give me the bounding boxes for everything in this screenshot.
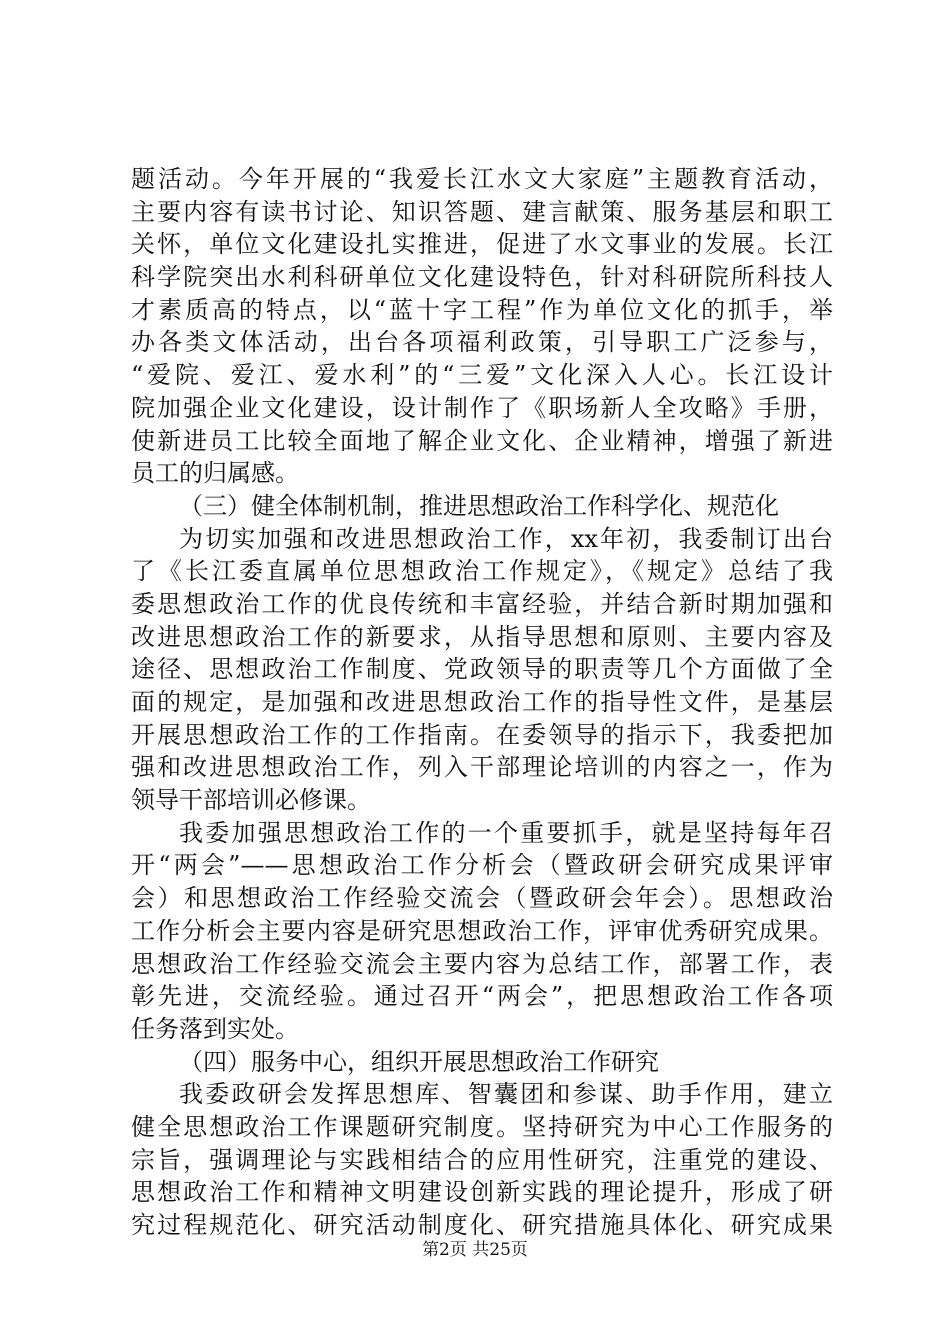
text-line: 健全思想政治工作课题研究制度。坚持研究为中心工作服务的 — [131, 1112, 833, 1141]
text-line: 强和改进思想政治工作，列入干部理论培训的内容之一，作为 — [131, 753, 833, 782]
text-line: 办各类文体活动，出台各项福利政策，引导职工广泛参与， — [131, 328, 833, 357]
text-line: 彰先进，交流经验。通过召开“两会”，把思想政治工作各项 — [131, 982, 833, 1011]
text-line: 任务落到实处。 — [131, 1014, 299, 1043]
text-line: 思想政治工作经验交流会主要内容为总结工作，部署工作，表 — [131, 949, 833, 978]
text-line: 主要内容有读书讨论、知识答题、建言献策、服务基层和职工 — [131, 197, 833, 226]
text-line: 会）和思想政治工作经验交流会（暨政研会年会）。思想政治 — [131, 884, 833, 913]
text-line: 改进思想政治工作的新要求，从指导思想和原则、主要内容及 — [131, 622, 833, 651]
text-line: 员工的归属感。 — [131, 459, 299, 488]
text-line: 领导干部培训必修课。 — [131, 786, 371, 815]
page-footer: 第2页 共25页 — [422, 1240, 528, 1260]
text-line: 面的规定，是加强和改进思想政治工作的指导性文件，是基层 — [131, 688, 833, 716]
text-line: 委思想政治工作的优良传统和丰富经验，并结合新时期加强和 — [131, 589, 833, 618]
text-line: 才素质高的特点，以“蓝十字工程”作为单位文化的抓手，举 — [131, 295, 833, 324]
text-line: 我委政研会发挥思想库、智囊团和参谋、助手作用，建立 — [179, 1080, 833, 1109]
text-line: 院加强企业文化建设，设计制作了《职场新人全攻略》手册， — [131, 393, 833, 422]
text-line: 开展思想政治工作的工作指南。在委领导的指示下，我委把加 — [131, 720, 833, 749]
text-line: 宗旨，强调理论与实践相结合的应用性研究，注重党的建设、 — [131, 1145, 833, 1174]
text-line: 工作分析会主要内容是研究思想政治工作，评审优秀研究成果。 — [131, 916, 833, 945]
text-line: 我委加强思想政治工作的一个重要抓手，就是坚持每年召 — [179, 818, 833, 847]
text-line: 途径、思想政治工作制度、党政领导的职责等几个方面做了全 — [131, 655, 833, 684]
text-line: 究过程规范化、研究活动制度化、研究措施具体化、研究成果 — [131, 1211, 833, 1239]
document-body — [131, 163, 833, 1242]
text-line: 为切实加强和改进思想政治工作，xx年初，我委制订出台 — [179, 524, 833, 553]
section-heading: （四）服务中心，组织开展思想政治工作研究 — [179, 1047, 659, 1076]
text-line: 科学院突出水利科研单位文化建设特色，针对科研院所科技人 — [131, 263, 833, 292]
text-line: 了《长江委直属单位思想政治工作规定》，《规定》总结了我 — [131, 557, 833, 586]
text-line: 使新进员工比较全面地了解企业文化、企业精神，增强了新进 — [131, 426, 833, 455]
text-line: “爱院、爱江、爱水利”的“三爱”文化深入人心。长江设计 — [131, 361, 833, 390]
text-line: 题活动。今年开展的“我爱长江水文大家庭”主题教育活动， — [131, 165, 833, 193]
text-line: 关怀，单位文化建设扎实推进，促进了水文事业的发展。长江 — [131, 230, 833, 259]
section-heading: （三）健全体制机制，推进思想政治工作科学化、规范化 — [179, 491, 779, 520]
text-line: 思想政治工作和精神文明建设创新实践的理论提升，形成了研 — [131, 1178, 833, 1207]
text-line: 开“两会”——思想政治工作分析会（暨政研会研究成果评审 — [131, 851, 833, 880]
